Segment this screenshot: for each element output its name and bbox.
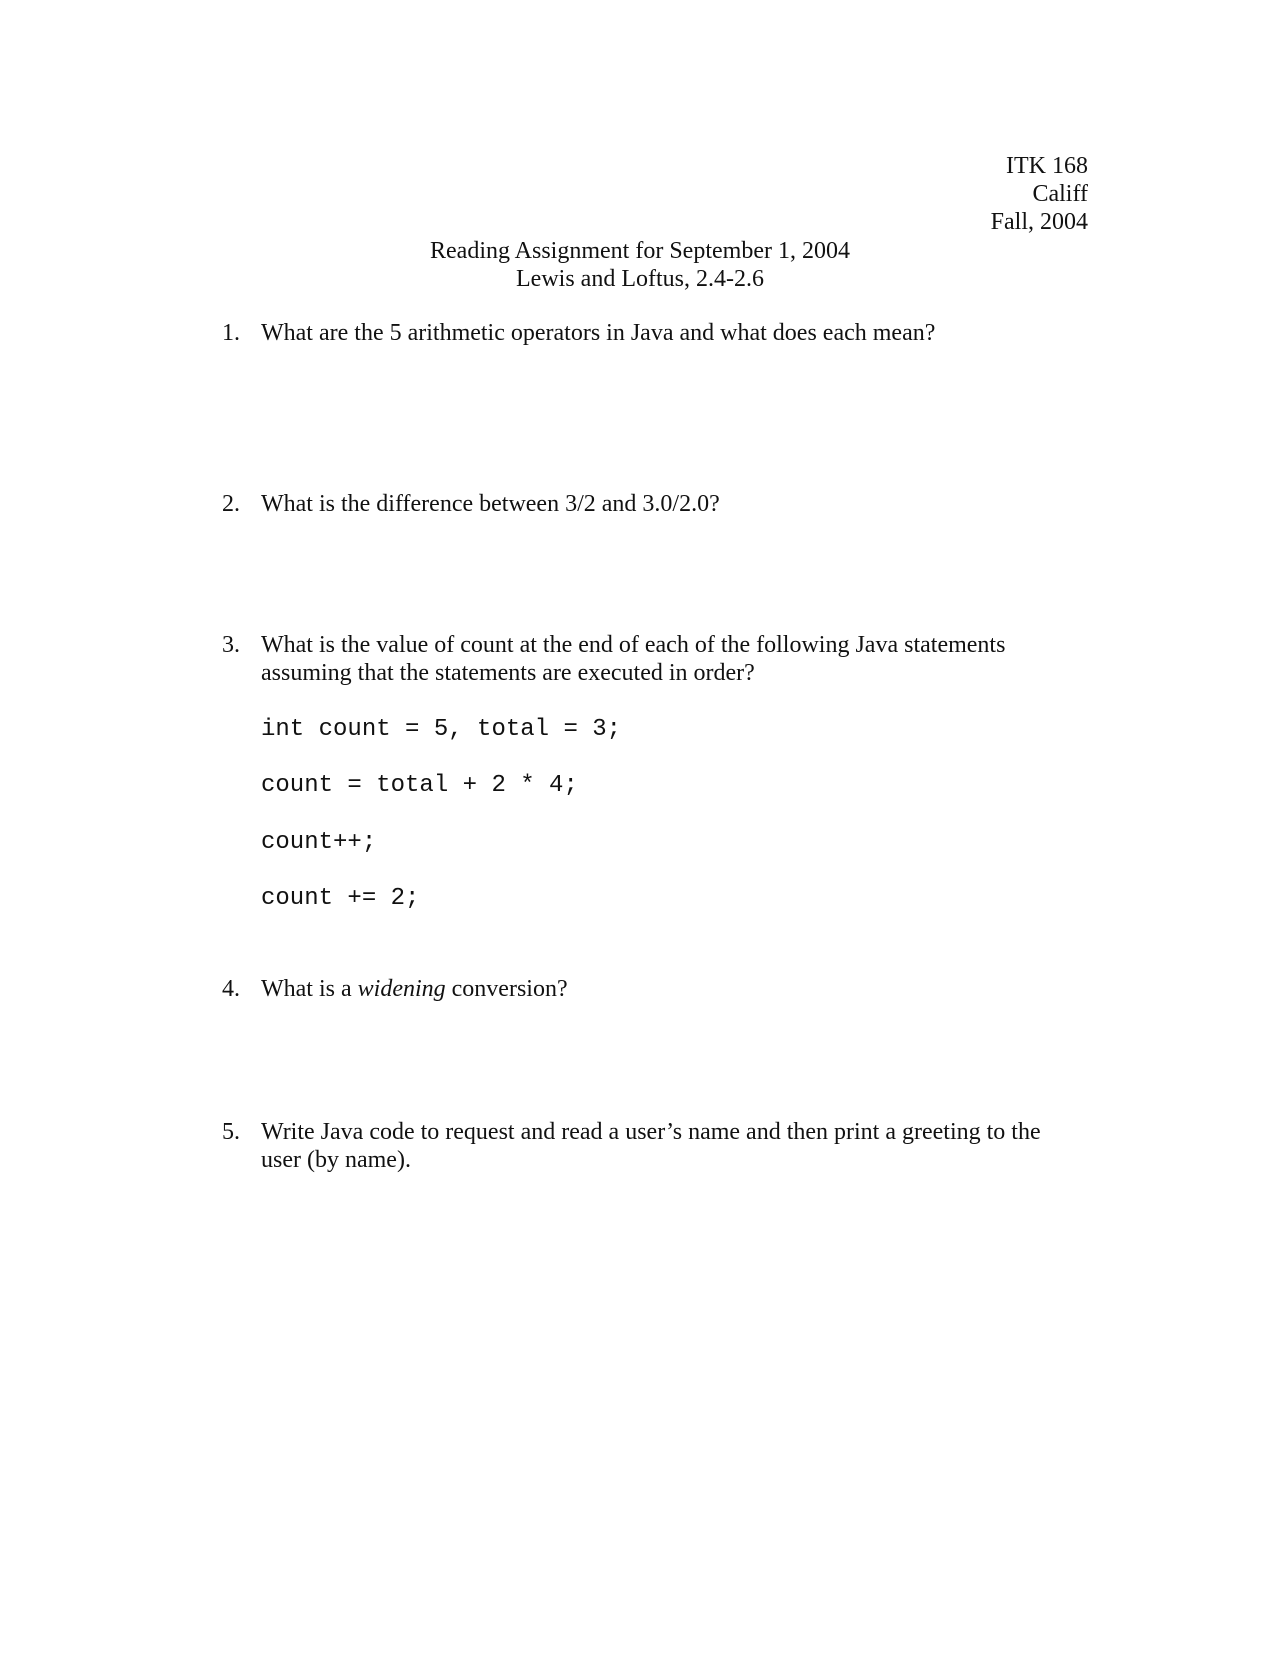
question-text	[261, 975, 1101, 1003]
question-text	[261, 1118, 1101, 1174]
document-header	[991, 152, 1088, 236]
question-number: 1.	[222, 320, 240, 346]
instructor-name: Califf	[1032, 181, 1088, 207]
question-number: 2.	[222, 491, 240, 517]
document-title	[0, 237, 1280, 293]
question-text-line-1: Write Java code to request and read a user’s name and then print a greeting to the	[261, 1119, 1041, 1145]
code-line-4: count += 2;	[261, 885, 420, 912]
question-text-after: conversion?	[445, 976, 568, 1002]
question-text: What is the difference between 3/2 and 3.0/2.0?	[261, 491, 720, 517]
question-text-line-2: user (by name).	[261, 1147, 411, 1173]
question-text	[261, 631, 1101, 687]
question-text-line-2: assuming that the statements are executed in order?	[261, 660, 755, 686]
question-text-line-1: What is the value of count at the end of each of the following Java statements	[261, 632, 1006, 658]
course-code: ITK 168	[1006, 153, 1088, 179]
question-text-italic: widening	[357, 976, 446, 1002]
code-line-1: int count = 5, total = 3;	[261, 716, 622, 743]
question-text-before: What is a	[261, 976, 358, 1002]
title-line-2: Lewis and Loftus, 2.4-2.6	[516, 266, 764, 292]
title-line-1: Reading Assignment for September 1, 2004	[430, 238, 850, 264]
question-number: 4.	[222, 976, 240, 1002]
question-number: 5.	[222, 1119, 240, 1145]
code-line-3: count++;	[261, 829, 377, 856]
question-text: What are the 5 arithmetic operators in Java and what does each mean?	[261, 320, 936, 346]
term: Fall, 2004	[990, 209, 1088, 235]
question-number: 3.	[222, 632, 240, 658]
code-line-2: count = total + 2 * 4;	[261, 772, 578, 799]
